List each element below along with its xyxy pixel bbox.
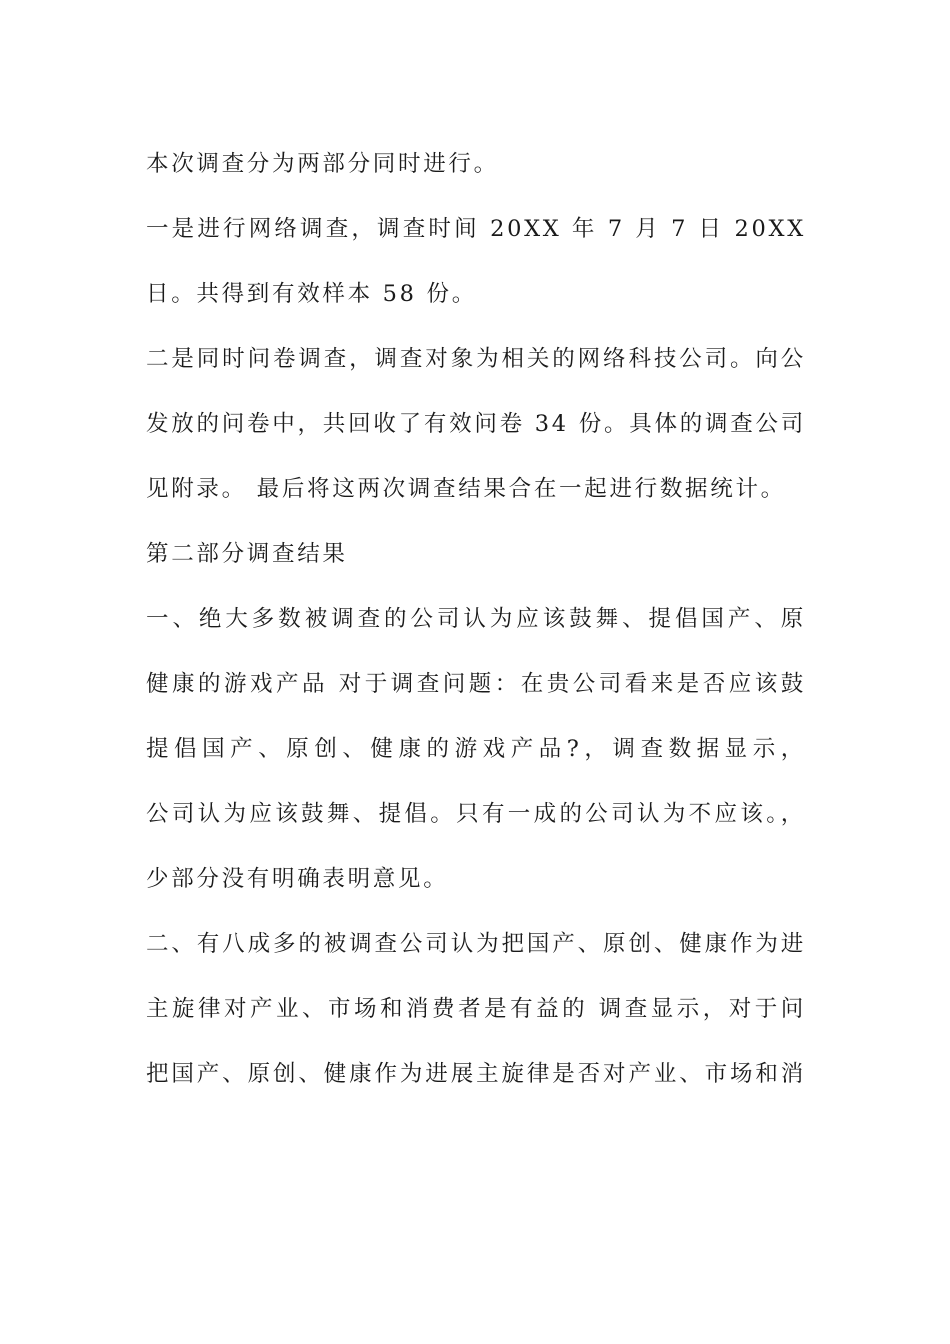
paragraph-line: 少部分没有明确表明意见。	[146, 866, 449, 892]
paragraph-line: 一、绝大多数被调查的公司认为应该鼓舞、提倡国产、原	[146, 606, 806, 632]
section-heading: 第二部分调查结果	[146, 541, 348, 567]
paragraph-line: 日。共得到有效样本 58 份。	[146, 281, 477, 307]
paragraph-line: 把国产、原创、健康作为进展主旋律是否对产业、市场和消	[146, 1061, 806, 1087]
paragraph-line: 提倡国产、原创、健康的游戏产品?，调查数据显示，	[146, 736, 806, 762]
paragraph-line: 二、有八成多的被调查公司认为把国产、原创、健康作为进	[146, 931, 806, 957]
paragraph-line: 见附录。 最后将这两次调查结果合在一起进行数据统计。	[146, 476, 786, 502]
paragraph-line: 一是进行网络调查，调查时间 20XX 年 7 月 7 日 20XX	[146, 216, 806, 242]
paragraph-line: 二是同时问卷调查，调查对象为相关的网络科技公司。向公	[146, 346, 806, 372]
paragraph-line: 发放的问卷中，共回收了有效问卷 34 份。具体的调查公司	[146, 411, 806, 437]
document-body	[146, 132, 806, 1107]
paragraph-line: 本次调查分为两部分同时进行。	[146, 151, 499, 177]
paragraph-line: 主旋律对产业、市场和消费者是有益的 调查显示，对于问	[146, 996, 806, 1022]
paragraph-line: 公司认为应该鼓舞、提倡。只有一成的公司认为不应该。，	[146, 801, 806, 827]
paragraph-line: 健康的游戏产品 对于调查问题：在贵公司看来是否应该鼓	[146, 671, 806, 697]
